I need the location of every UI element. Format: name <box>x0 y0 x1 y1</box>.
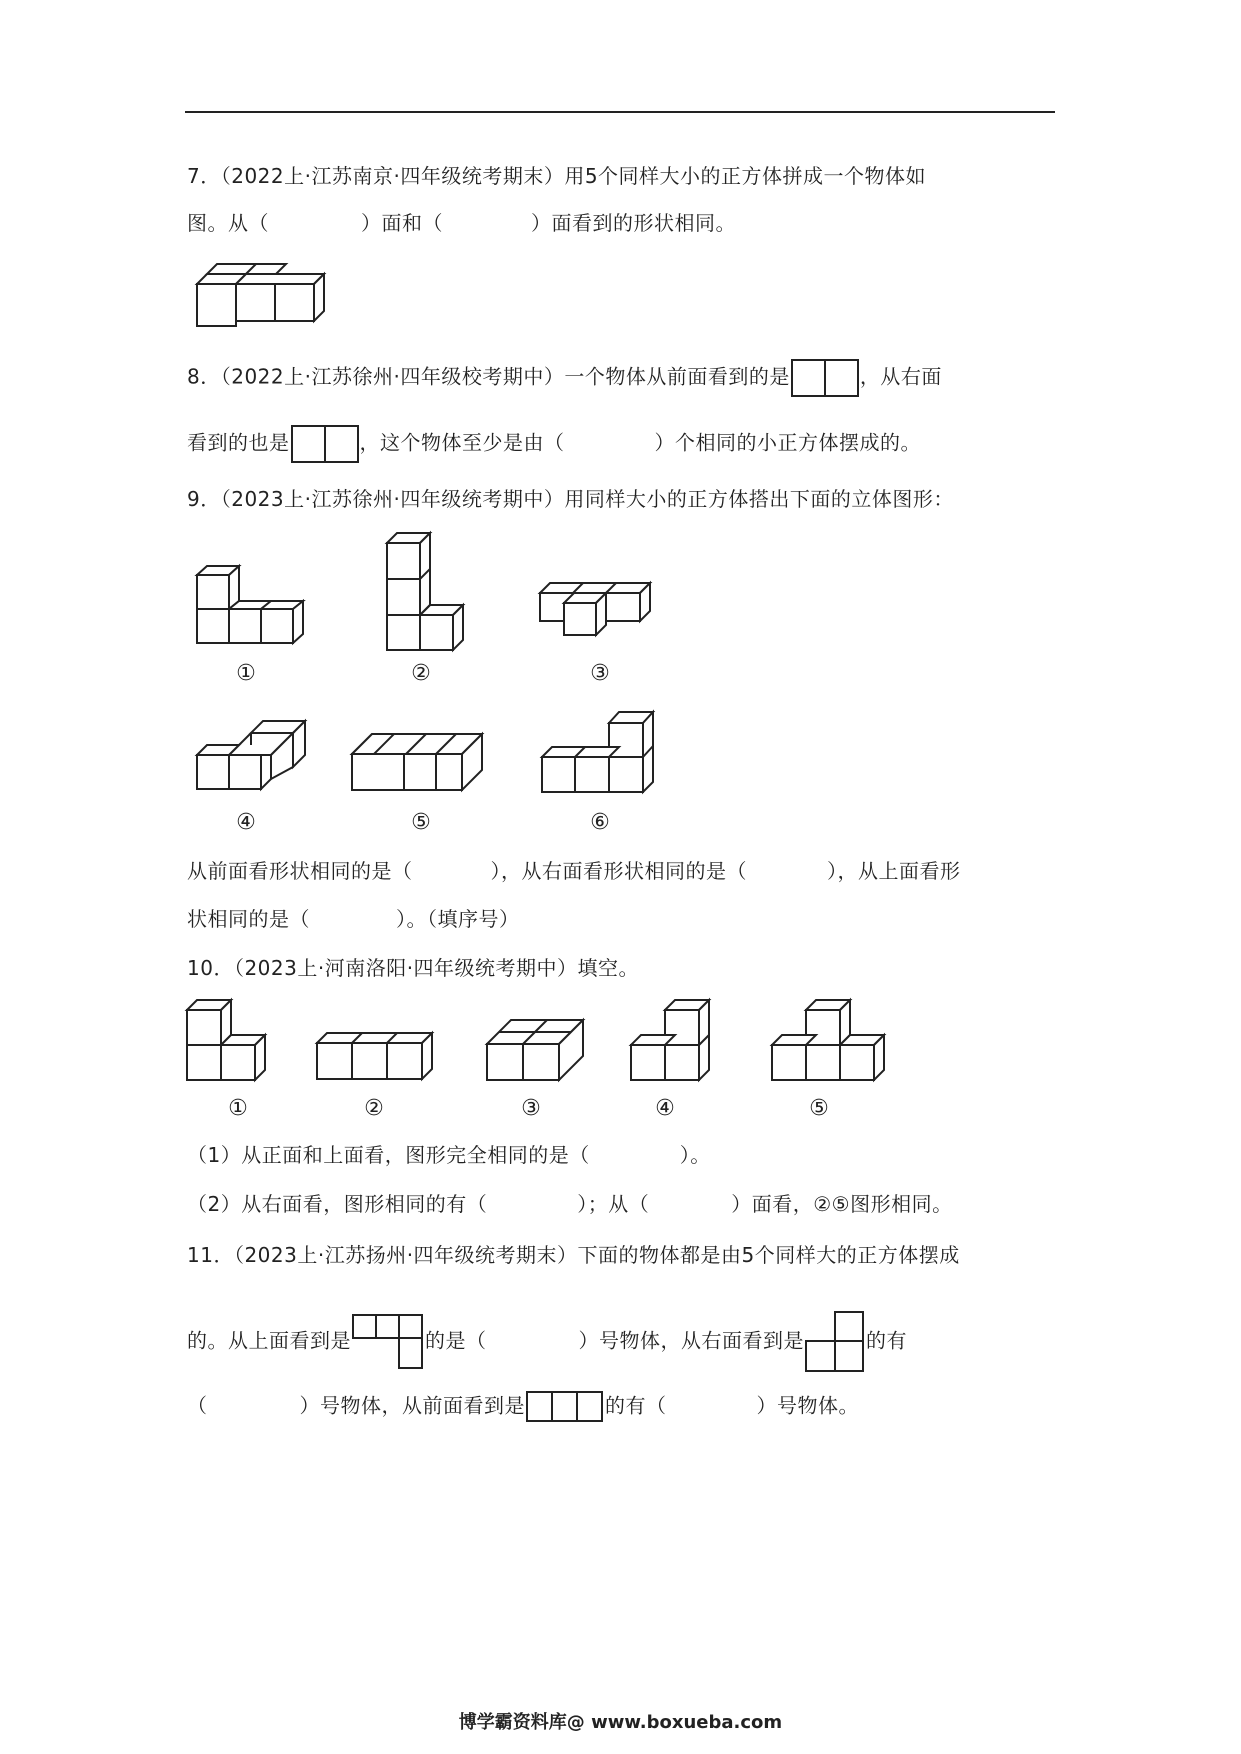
q9-figure-4 <box>187 721 312 803</box>
right-view-shape-icon <box>804 1310 866 1374</box>
q9-figure-3 <box>540 583 670 653</box>
front-view-two-squares-icon <box>790 358 860 398</box>
q9-figure-5 <box>352 734 492 804</box>
q7-line2: 图。从（ ）面和（ ）面看到的形状相同。 <box>187 211 736 235</box>
q11-line1: 11．（2023上·江苏扬州·四年级统考期末）下面的物体都是由5个同样大的正方体摆成 <box>187 1243 960 1267</box>
q9-figure-2 <box>382 533 472 658</box>
q10-label-3: ③ <box>521 1096 541 1121</box>
front-view-three-squares-icon <box>525 1390 605 1424</box>
q9-label-6: ⑥ <box>590 810 610 835</box>
top-view-shape-icon <box>351 1313 425 1371</box>
q9-label-1: ① <box>236 661 256 686</box>
q10-sub1: （1）从正面和上面看，图形完全相同的是（ ）。 <box>187 1143 711 1167</box>
q9-label-5: ⑤ <box>411 810 431 835</box>
q10-figure-1 <box>187 1000 272 1085</box>
q10-figure-5 <box>772 1000 890 1085</box>
q9-label-4: ④ <box>236 810 256 835</box>
q9-line1: 9．（2023上·江苏徐州·四年级统考期中）用同样大小的正方体搭出下面的立体图形： <box>187 487 954 511</box>
q9-label-3: ③ <box>590 661 610 686</box>
footer-watermark: 博学霸资料库@ www.boxueba.com <box>458 1712 783 1733</box>
q10-label-5: ⑤ <box>809 1096 829 1121</box>
q9-label-2: ② <box>411 661 431 686</box>
q10-figure-2 <box>317 1033 435 1085</box>
q10-figure-4 <box>631 1000 716 1085</box>
right-view-two-squares-icon <box>290 424 360 464</box>
q7-line1: 7．（2022上·江苏南京·四年级统考期末）用5个同样大小的正方体拼成一个物体如 <box>187 164 927 188</box>
q8-line2: 看到的也是 ，这个物体至少是由（ ）个相同的小正方体摆成的。 <box>187 424 921 464</box>
q9-answer-line1: 从前面看形状相同的是（ ），从右面看形状相同的是（ ），从上面看形 <box>187 859 961 883</box>
q9-answer-line2: 状相同的是（ ）。（填序号） <box>187 907 520 931</box>
q10-line1: 10．（2023上·河南洛阳·四年级统考期中）填空。 <box>187 956 640 980</box>
q8-line1: 8．（2022上·江苏徐州·四年级校考期中）一个物体从前面看到的是 ，从右面 <box>187 358 942 398</box>
q11-line2: 的。从上面看到是 的是（ ）号物体，从右面看到是 的有 <box>187 1310 907 1374</box>
q10-label-2: ② <box>364 1096 384 1121</box>
q10-label-4: ④ <box>655 1096 675 1121</box>
q10-sub2: （2）从右面看，图形相同的有（ ）；从（ ）面看，②⑤图形相同。 <box>187 1192 953 1216</box>
header-rule <box>185 111 1055 113</box>
q7-figure <box>187 254 327 334</box>
q9-figure-1 <box>187 566 307 656</box>
q9-figure-6 <box>540 712 660 802</box>
q10-figure-3 <box>487 1020 587 1090</box>
q10-label-1: ① <box>228 1096 248 1121</box>
q11-line3: （ ）号物体，从前面看到是 的有（ ）号物体。 <box>187 1390 859 1424</box>
